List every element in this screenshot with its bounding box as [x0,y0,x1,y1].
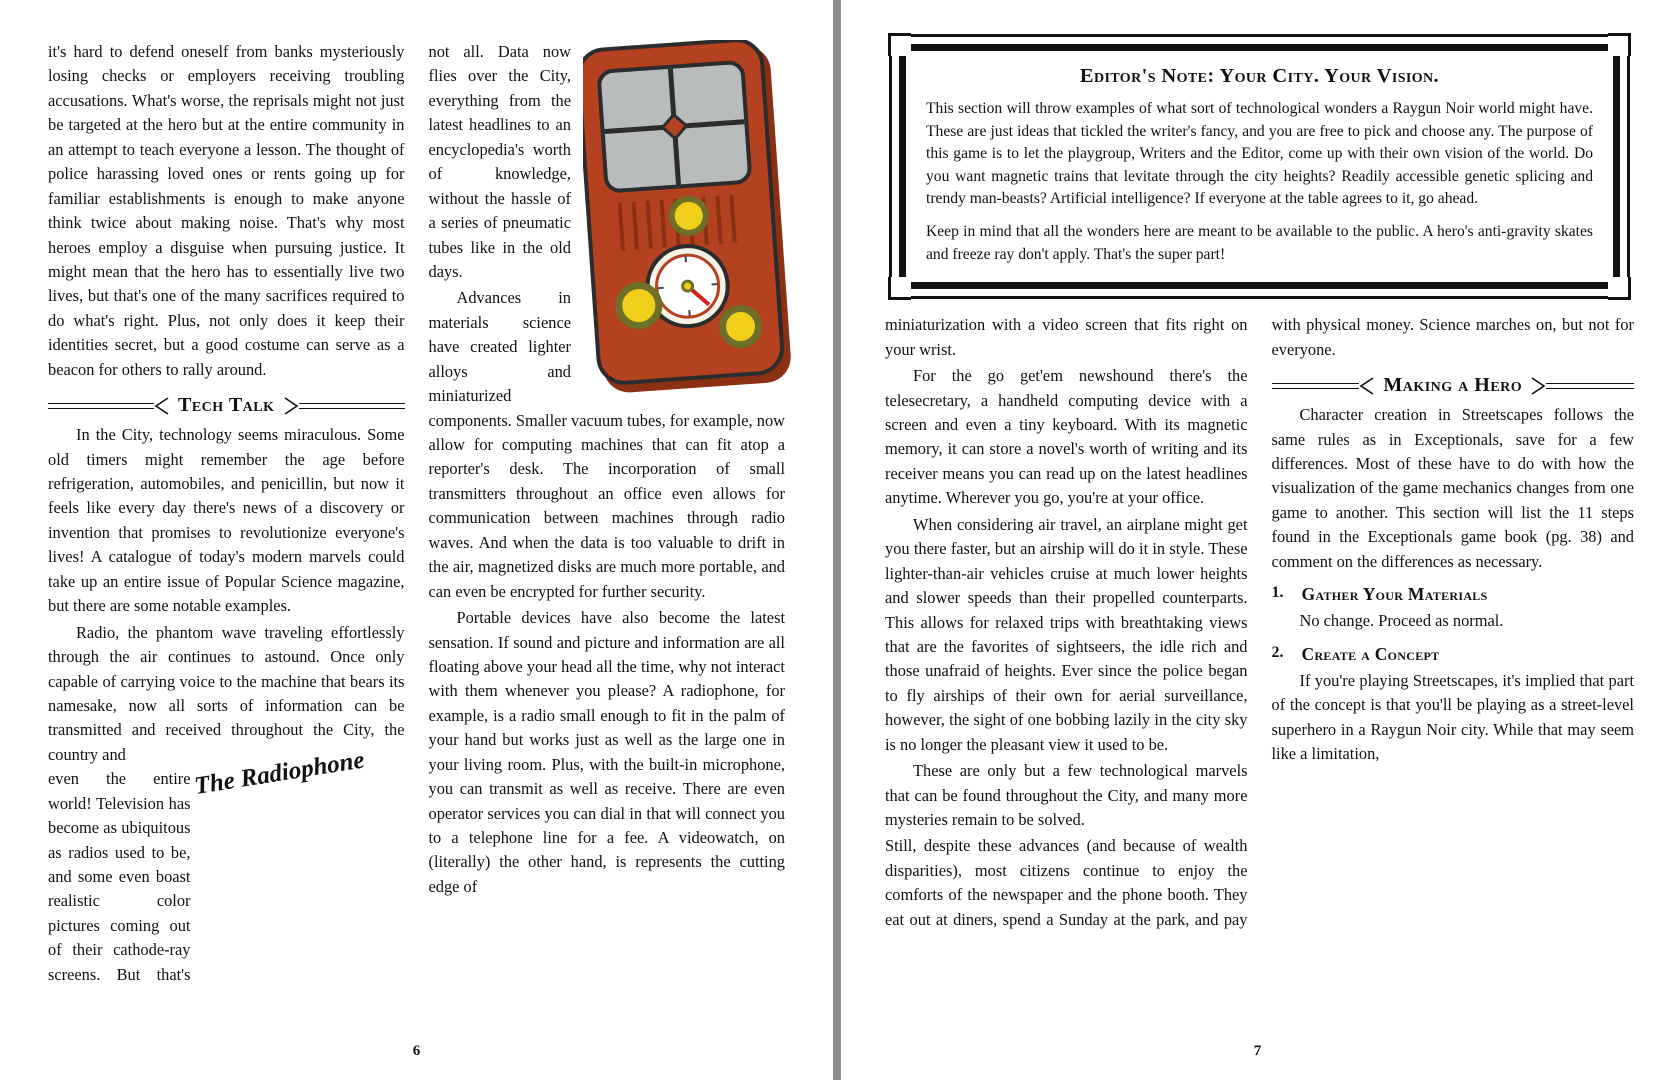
paragraph: even the entire world! Television has become as ubiquitous as radios used to be, and some even boast realistic color pictures coming out of their cathode-ray screens. But that's not all. Data now flies over the City, everything from the latest headlines to an encyclopedia's worth of knowledge, without the hassle of a series of pneumatic tubes like in the old days. [48,42,571,984]
heading-rule-left [1272,379,1360,393]
frame-corner-notch [888,277,911,300]
section-heading-making-a-hero [1272,374,1635,397]
frame-corner-notch [1608,277,1631,300]
paragraph: Still, despite these advances (and because of wealth disparities), most citizens continue to enjoy the comforts of the newspaper and the phone booth. They eat out at diners, spend a Sunday at the park, and pay with physical money. Science marches on, but not for everyone. [885,315,1634,929]
heading-rule-right [1546,379,1634,393]
paragraph: Advances in materials science have created lighter alloys and miniaturized components. Smaller vacuum tubes, for example, now allow for computing machines that can fit atop a reporter's desk. The incorporation of small transmitters throughout an office even allows for communication between machines through radio waves. And when the data is too valuable to drift in the air, magnetized disks are much more portable, and can even be encrypted for further security. [428,288,785,601]
figure-caption: The Radiophone [192,746,366,801]
step-body: No change. Proceed as normal. [1299,611,1504,631]
left-text-columns [48,40,785,990]
editors-note-frame [899,44,1620,289]
right-text-columns [885,313,1634,933]
page-number-right: 7 [1253,1043,1262,1059]
step-number: 1. [1271,584,1284,602]
page-number-left: 6 [412,1043,421,1059]
paragraph: These are only but a few technological marvels that can be found throughout the City, and many more mysteries remain to be solved. [885,761,1248,830]
paragraph: miniaturization with a video screen that fits right on your wrist. [885,315,1248,359]
step-label: Gather Your Materials [1301,584,1488,605]
page-right [841,0,1674,1080]
paragraph: Radio, the phantom wave traveling effortlessly through the air continues to astound. Once only capable of carrying voice to the machine that bears its namesake, now all sorts of information can be transmitted and received throughout the City, the country and [48,622,405,764]
chevron-left-icon [1359,377,1375,395]
section-title: Tech Talk [178,394,275,417]
editors-note-paragraph: This section will throw examples of what sort of technological wonders a Raygun Noir world might have. These are just ideas that tickled the writer's fancy, and you are free to pick and choose any. The purpose of this game is to let the playgroup, Writers and the Editor, come up with their own vision of the world. Do you want magnetic trains that levitate through the city heights? Readily accessible genetic splicing and trendy man-beasts? Artificial intelligence? If everyone at the table agrees to it, go ahead. [926,100,1593,208]
heading-rule-left [48,399,154,413]
editors-note-paragraph: Keep in mind that all the wonders here are meant to be available to the public. A hero's anti-gravity skates and freeze ray don't apply. That's the super part! [926,223,1593,263]
page-left [0,0,833,1080]
heading-rule-right [299,399,405,413]
chevron-left-icon [154,397,170,415]
paragraph: For the go get'em newshound there's the telesecretary, a handheld computing device with a screen and even a tiny keyboard. With its magnetic memory, it can store a novel's worth of writing and its receiver means you can read up on the latest headlines anytime. Wherever you go, you're at your office. [885,366,1248,508]
list-item [1272,644,1635,665]
editors-note-title: Editor's Note: Your City. Your Vision. [1079,65,1440,87]
paragraph-continued: it's hard to defend oneself from banks mysteriously losing checks or employers receiving troubling accusations. What's worse, the reprisals might not just be targeted at the hero but at the entire community in an attempt to teach everyone a lesson. The thought of police harassing loved ones or rents going up for familiar establishments is enough to make anyone think twice about making noise. That's why most heroes employ a disguise when pursuing justice. It might mean that the hero has to essentially live two lives, but that's one of the many sacrifices required to do what's right. Plus, not only does it keep their identities secret, but a good costume can serve as a beacon for others to rally around. [48,42,405,379]
chevron-right-icon [283,397,299,415]
section-heading-tech-talk [48,394,405,417]
step-number: 2. [1271,643,1284,661]
list-item [1272,584,1635,605]
paragraph: Character creation in Streetscapes follows the same rules as in Exceptionals, save for a few differences. Most of these have to do with how the visualization of the game mechanics changes from one game to another. This section will list the 11 steps found in the Exceptionals game book (pg. 38) and comment on the differences as necessary. [1271,405,1634,571]
paragraph: In the City, technology seems miraculous. Some old timers might remember the age before refrigeration, automobiles, and penicillin, but now it feels like every day there's news of a discovery or invention that promises to revolutionize everyone's lives! A catalogue of today's modern marvels could take up an entire issue of Popular Science magazine, but there are some notable examples. [48,425,405,616]
spread-gutter [833,0,841,1080]
step-body: If you're playing Streetscapes, it's implied that part of the concept is that you'll be playing as a street-level superhero in a Raygun Noir city. While that may seem like a limitation, [1271,670,1634,763]
frame-corner-notch [888,33,911,56]
step-label: Create a Concept [1301,643,1440,664]
frame-corner-notch [1608,33,1631,56]
section-title: Making a Hero [1383,374,1523,397]
paragraph: When considering air travel, an airplane might get you there faster, but an airship will do it in style. These lighter-than-air vehicles cruise at much lower heights and slower speeds than their propelled counterparts. This allows for relaxed trips with breathtaking views that are the favorites of sightseers, the idle rich and those unafraid of heights. Ever since the police began to fly airships of their own for aerial surveillance, however, the sight of one bobbing lazily in the city sky is no longer the pleasant view it used to be. [885,514,1248,754]
chevron-right-icon [1530,377,1546,395]
radiophone-illustration [583,40,791,400]
paragraph: Portable devices have also become the latest sensation. If sound and picture and information are all floating above your head all the time, why not interact with them whenever you please? A radiophone, for example, is a radio small enough to fit in the palm of your hand but works just as well as the large one in your living room. Plus, with the built-in microphone, you can transmit as well as receive. There are even operator services you can dial in that will connect you to a telephone line for a fee. A videowatch, on (literally) the other hand, is represents the cutting edge of [428,608,785,896]
editors-note-box [889,34,1630,299]
